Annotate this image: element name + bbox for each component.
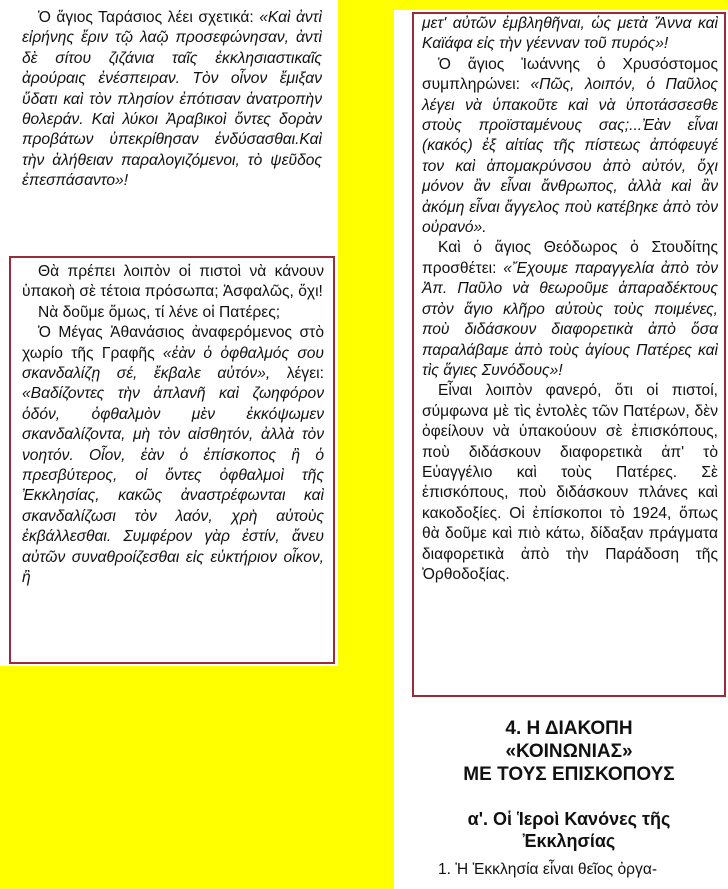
theodore-paragraph: [422, 238, 718, 381]
scripture-quote: «ἐὰν ὁ ὀφθαλμός σου σκανδαλίζῃ σέ, ἔκβαλε αὐτόν»,: [22, 344, 324, 383]
last-line: [422, 860, 718, 880]
athanasius-quote: «Βαδίζοντες τὴν ἀπλανῆ καὶ ζωηφόρον ὁδόν, ὀφθαλμὸν μὲν ἐκκόψωμεν σκανδαλίζοντα, μὴ τὸν αἰσθητόν, ἀλλὰ τὸν νοητόν. Οἷον, ἐὰν ὁ ἐπίσκοπος ἢ ὁ πρεσβύτερος, οἱ ὄντες ὀφθαλμοὶ τῆς Ἐκκλησίας, κακῶς ἀναστρέφωνται καὶ σκανδαλίζωσι τὸν λαόν, χρὴ αὐτοὺς ἐκβάλλεσθαι. Συμφέρον γὰρ ἐστίν, ἄνευ αὐτῶν συναθροίζεσθαι εἰς εὐκτήριον οἶκον, ἢ: [22, 385, 324, 587]
section-heading-line3: ΜΕ ΤΟΥΣ ΕΠΙΣΚΟΠΟΥΣ: [463, 764, 675, 785]
quote-continuation: [422, 14, 718, 55]
theodore-intro: Καὶ ὁ ἅγιος Θεόδωρος ὁ Στουδίτης προσθέτει:: [422, 239, 718, 277]
chrysostom-quote: «Πῶς, λοιπόν, ὁ Παῦλος λέγει νὰ ὑπακοῦτε καὶ νὰ ὑποτάσσεσθε στοὺς προϊσταμένους σας;...Ἐὰν εἶναι (κακός) ἐξ αἰτίας τῆς πίστεως ἀπόφευγέ τον καὶ ἀπομακρύνσου ἀπὸ αὐτόν, ὄχι μόνον ἂν εἶναι ἄνθρωπος, ἀλλὰ καὶ ἂν ἀκόμη εἶναι ἄγγελος ποὺ κατέβηκε ἀπὸ τὸν οὐρανό».: [422, 76, 718, 237]
tarasios-quote: «Καὶ ἀντὶ εἰρήνης ἔριν τῷ λαῷ προσεφώνησαν, ἀντὶ δὲ σίτου ζιζάνια ταῖς ἐκκλησιαστικαῖς ἀρούραις ἐνέσπειραν. Τὸν οἶνον ἔμιξαν ὕδατι καὶ τὸν πλησίον ἐπότισαν ἀνατροπὴν θολεράν. Καὶ λύκοι Ἀραβικοὶ ὄντες δορὰν προβάτων ὑπεκρίθησαν ἐνδύσασθαι.Καὶ τὴν ἀλήθειαν παραλογιζόμενοι, τὸ ψεῦδος ἐπεσπάσαντο»!: [22, 9, 322, 190]
conclusion-paragraph: Εἶναι λοιπὸν φανερό, ὅτι οἱ πιστοί, σύμφωνα μὲ τὶς ἐντολὲς τῶν Πατέρων, δὲν ὀφείλουν νὰ ὑπακούουν σὲ ἐπισκόπους, ποὺ διδάσκουν διαφορετικὰ ἀπ' τὸ Εὐαγγέλιο καὶ τοὺς Πατέρες. Σὲ ἐπισκόπους, ποὺ διδάσκουν πλάνες καὶ κακοδοξίες. Οἱ ἐπίσκοποι τὸ 1924, ὅπως θὰ δοῦμε καὶ πιὸ κάτω, δίδαξαν πράγματα διαφορετικὰ ἀπὸ τὴν Παράδοση τῆς Ὀρθοδοξίας.: [422, 382, 718, 583]
athanasius-quote-end: μετ' αὐτῶν ἐμβληθῆναι, ὡς μετὰ Ἄννα καὶ Καϊάφα εἰς τὴν γέενναν τοῦ πυρός»!: [422, 15, 718, 53]
section-heading-line2: «ΚΟΙΝΩΝΙΑΣ»: [505, 741, 633, 762]
church-paragraph-start: 1. Ἡ Ἐκκλησία εἶναι θεῖος ὀργα-: [438, 861, 658, 878]
sub-heading: [412, 808, 726, 852]
chrysostom-intro: Ὁ ἅγιος Ἰωάννης ὁ Χρυσόστομος συμπληρώνει:: [422, 55, 718, 94]
section-heading-line1: 4. Η ΔΙΑΚΟΠΗ: [505, 718, 633, 739]
right-box-text: [422, 14, 718, 585]
chrysostom-paragraph: [422, 55, 718, 239]
athanasius-intro: Ὁ Μέγας Ἀθανάσιος ἀναφερόμενος στὸ χωρίο τῆς Γραφῆς: [22, 324, 324, 362]
sub-heading-line1: α'. Οἱ Ἱεροὶ Κανόνες τῆς: [467, 809, 671, 829]
tarasios-intro: Ὁ ἅγιος Ταράσιος λέει σχετικά:: [38, 9, 254, 26]
sub-heading-line2: Ἐκκλησίας: [522, 831, 616, 851]
left-box-text: [22, 262, 324, 589]
athanasius-paragraph: [22, 323, 324, 588]
left-top-paragraph: [22, 8, 322, 192]
athanasius-says: λέγει:: [270, 365, 324, 383]
fathers-question: Νὰ δοῦμε ὅμως, τί λένε οἱ Πατέρες;: [38, 303, 281, 321]
theodore-quote: «Ἔχουμε παραγγελία ἀπὸ τὸν Ἀπ. Παῦλο νὰ θεωροῦμε ἀπαραδέκτους στὸν ἅγιο κλῆρο αὐτοὺς τοὺς ποιμένες, ποὺ διδάσκουν διαφορετικὰ ἀπὸ ὅσα παραλάβαμε ἀπὸ τοὺς ἁγίους Πατέρες καὶ τὶς ἅγιες Συνόδους»!: [422, 259, 718, 379]
obedience-question: Θὰ πρέπει λοιπὸν οἱ πιστοὶ νὰ κάνουν ὑπακοὴ σὲ τέτοια πρόσωπα; Ἀσφαλῶς, ὄχι!: [22, 263, 324, 301]
section-heading: [412, 717, 726, 786]
